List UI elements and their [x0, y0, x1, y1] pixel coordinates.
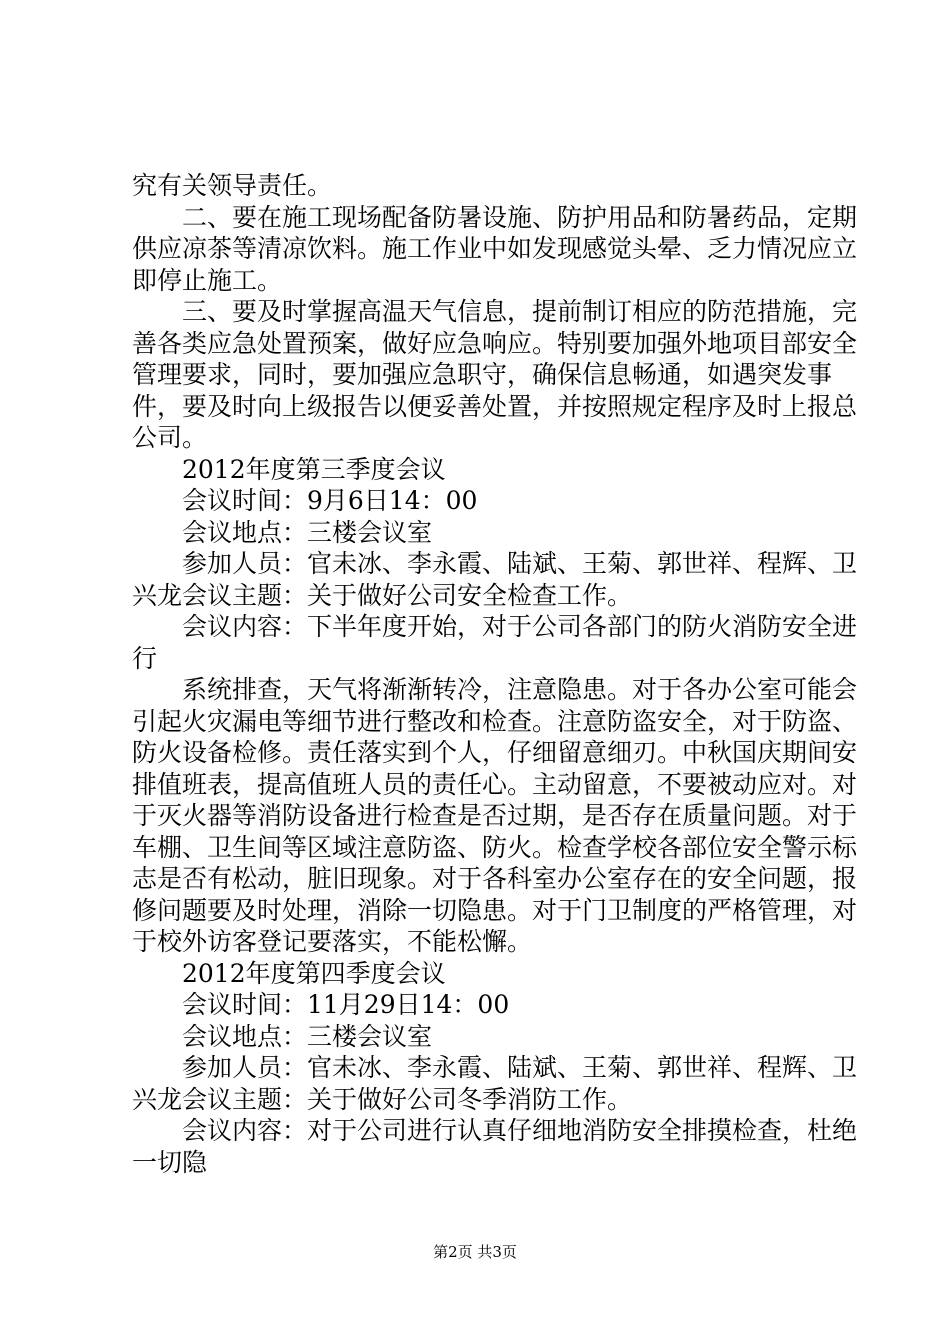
- section-heading: 2012年度第三季度会议: [182, 454, 446, 484]
- meeting-content: 会议内容：下半年度开始，对于公司各部门的防火消防安全进行: [132, 612, 858, 673]
- meeting-location: 会议地点：三楼会议室: [182, 517, 433, 547]
- paragraph: 究有关领导责任。: [132, 171, 333, 200]
- meeting-time: 会议时间：11月29日14：00: [182, 990, 510, 1019]
- meeting-attendees: 参加人员：官未冰、李永霞、陆斌、王菊、郭世祥、程辉、卫兴龙会议主题：关于做好公司冬季消防工作。: [132, 1053, 858, 1114]
- paragraph: 三、要及时掌握高温天气信息，提前制订相应的防范措施，完善各类应急处置预案，做好应急响应。特别要加强外地项目部安全管理要求，同时，要加强应急职守，确保信息畅通，如遇突发事件，要及时向上级报告以便妥善处置，并按照规定程序及时上报总公司。: [132, 297, 858, 452]
- paragraph: 二、要在施工现场配备防暑设施、防护用品和防暑药品，定期供应凉茶等清凉饮料。施工作业中如发现感觉头晕、乏力情况应立即停止施工。: [132, 202, 858, 295]
- document-body: [132, 170, 862, 1178]
- page-number: 第2页 共3页: [433, 1243, 517, 1261]
- paragraph: 系统排查，天气将渐渐转冷，注意隐患。对于各办公室可能会引起火灾漏电等细节进行整改和检查。注意防盗安全，对于防盗、防火设备检修。责任落实到个人，仔细留意细刃。中秋国庆期间安排值班表，提高值班人员的责任心。主动留意，不要被动应对。对于灭火器等消防设备进行检查是否过期，是否存在质量问题。对于车棚、卫生间等区域注意防盗、防火。检查学校各部位安全警示标志是否有松动，脏旧现象。对于各科室办公室存在的安全问题，报修问题要及时处理，消除一切隐患。对于门卫制度的严格管理，对于校外访客登记要落实，不能松懈。: [132, 675, 858, 956]
- meeting-content: 会议内容：对于公司进行认真仔细地消防安全排摸检查，杜绝一切隐: [132, 1116, 858, 1177]
- section-heading: 2012年度第四季度会议: [182, 958, 446, 988]
- meeting-attendees: 参加人员：官未冰、李永霞、陆斌、王菊、郭世祥、程辉、卫兴龙会议主题：关于做好公司安全检查工作。: [132, 549, 858, 610]
- meeting-time: 会议时间：9月6日14：00: [182, 486, 478, 515]
- meeting-location: 会议地点：三楼会议室: [182, 1021, 433, 1051]
